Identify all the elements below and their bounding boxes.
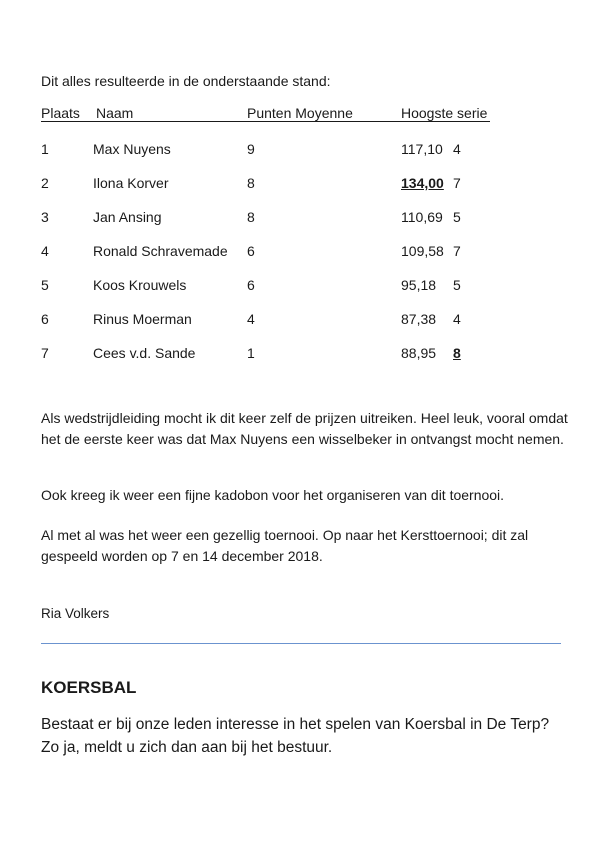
header-naam: Naam [96,105,134,121]
paragraph-kersttoernooi: Al met al was het weer een gezellig toernooi. Op naar het Kersttoernooi; dit zal gespeeld worden op 7 en 14 december 2018. [41,527,529,564]
cell-punten: 6 [247,243,255,259]
koersbal-body: Bestaat er bij onze leden interesse in het spelen van Koersbal in De Terp? Zo ja, meldt u zich dan aan bij het bestuur. [41,716,550,756]
cell-naam: Rinus Moerman [93,311,192,327]
cell-punten: 4 [247,311,255,327]
cell-punten: 8 [247,175,255,191]
koersbal-heading: KOERSBAL [41,678,137,697]
cell-plaats: 4 [41,243,49,259]
cell-punten: 6 [247,277,255,293]
cell-moyenne: 110,69 [401,209,443,225]
cell-moyenne: 134,00 [401,175,444,191]
header-hoogste-serie: Hoogste serie [401,105,488,121]
cell-naam: Ronald Schravemade [93,243,228,259]
cell-serie: 4 [453,141,461,157]
cell-punten: 9 [247,141,255,157]
header-punten-moyenne: Punten Moyenne [247,105,353,121]
section-divider [41,643,561,644]
intro-text: Dit alles resulteerde in de onderstaande stand: [41,73,331,89]
header-plaats: Plaats [41,105,80,121]
cell-plaats: 2 [41,175,49,191]
cell-naam: Max Nuyens [93,141,171,157]
cell-moyenne: 88,95 [401,345,437,361]
paragraph-kadobon: Ook kreeg ik weer een fijne kadobon voor het organiseren van dit toernooi. [41,487,505,503]
cell-serie: 4 [453,311,461,327]
signature: Ria Volkers [41,606,110,621]
cell-serie: 8 [453,345,461,361]
cell-plaats: 6 [41,311,49,327]
cell-naam: Koos Krouwels [93,277,187,293]
cell-serie: 7 [453,175,461,191]
cell-moyenne: 109,58 [401,243,444,259]
header-underline [41,121,490,122]
cell-serie: 5 [453,209,461,225]
cell-plaats: 3 [41,209,49,225]
cell-naam: Ilona Korver [93,175,169,191]
cell-plaats: 5 [41,277,49,293]
cell-serie: 7 [453,243,461,259]
cell-moyenne: 95,18 [401,277,437,293]
cell-serie: 5 [453,277,461,293]
cell-moyenne: 87,38 [401,311,437,327]
cell-punten: 8 [247,209,255,225]
cell-moyenne: 117,10 [401,141,443,157]
paragraph-prizes: Als wedstrijdleiding mocht ik dit keer zelf de prijzen uitreiken. Heel leuk, vooral omdat het de eerste keer was dat Max Nuyens een wisselbeker in ontvangst mocht nemen. [41,410,568,447]
cell-plaats: 7 [41,345,49,361]
cell-plaats: 1 [41,141,49,157]
cell-punten: 1 [247,345,255,361]
cell-naam: Jan Ansing [93,209,162,225]
cell-naam: Cees v.d. Sande [93,345,196,361]
